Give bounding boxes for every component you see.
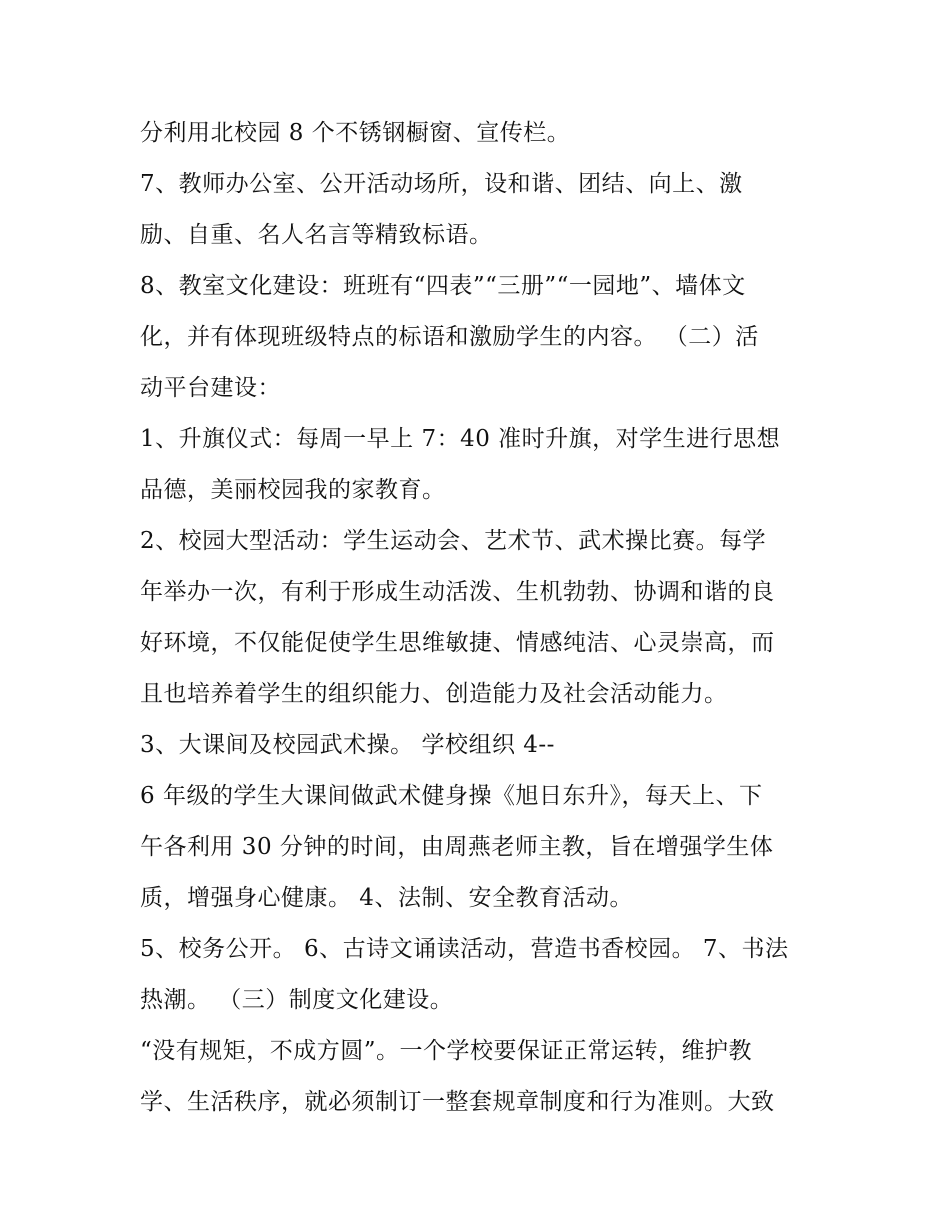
text-line: 午各利用 30 分钟的时间，由周燕老师主教，旨在增强学生体 <box>140 834 774 860</box>
text-line: 好环境，不仅能促使学生思维敏捷、情感纯洁、心灵崇高，而 <box>140 630 775 656</box>
text-line: 学、生活秩序，就必须制订一整套规章制度和行为准则。大致 <box>140 1089 775 1115</box>
text-line: 品德，美丽校园我的家教育。 <box>140 477 446 503</box>
text-line: 且也培养着学生的组织能力、创造能力及社会活动能力。 <box>140 681 728 707</box>
text-line: 7、教师办公室、公开活动场所，设和谐、团结、向上、激 <box>140 171 743 197</box>
text-line: 热潮。 （三）制度文化建设。 <box>140 987 454 1013</box>
text-line: 1、升旗仪式：每周一早上 7：40 准时升旗，对学生进行思想 <box>140 426 781 452</box>
text-line: 年举办一次，有利于形成生动活泼、生机勃勃、协调和谐的良 <box>140 579 775 605</box>
text-line: 分利用北校园 8 个不锈钢橱窗、宣传栏。 <box>140 120 571 146</box>
text-line: 6 年级的学生大课间做武术健身操《旭日东升》，每天上、下 <box>140 783 763 809</box>
text-line: 化，并有体现班级特点的标语和激励学生的内容。 （二）活 <box>140 324 759 350</box>
text-line: 2、校园大型活动：学生运动会、艺术节、武术操比赛。每学 <box>140 528 767 554</box>
text-line: 动平台建设： <box>140 375 281 401</box>
text-line: 励、自重、名人名言等精致标语。 <box>140 222 493 248</box>
body-text <box>140 108 840 1128</box>
text-line: 8、教室文化建设：班班有“四表”“三册”“一园地”、墙体文 <box>140 273 746 299</box>
text-line: 质，增强身心健康。 4、法制、安全教育活动。 <box>140 885 633 911</box>
text-line: “没有规矩，不成方圆”。一个学校要保证正常运转，维护教 <box>140 1038 753 1064</box>
text-line: 3、大课间及校园武术操。 学校组织 4-- <box>140 732 555 758</box>
text-line: 5、校务公开。 6、古诗文诵读活动，营造书香校园。 7、书法 <box>140 936 789 962</box>
